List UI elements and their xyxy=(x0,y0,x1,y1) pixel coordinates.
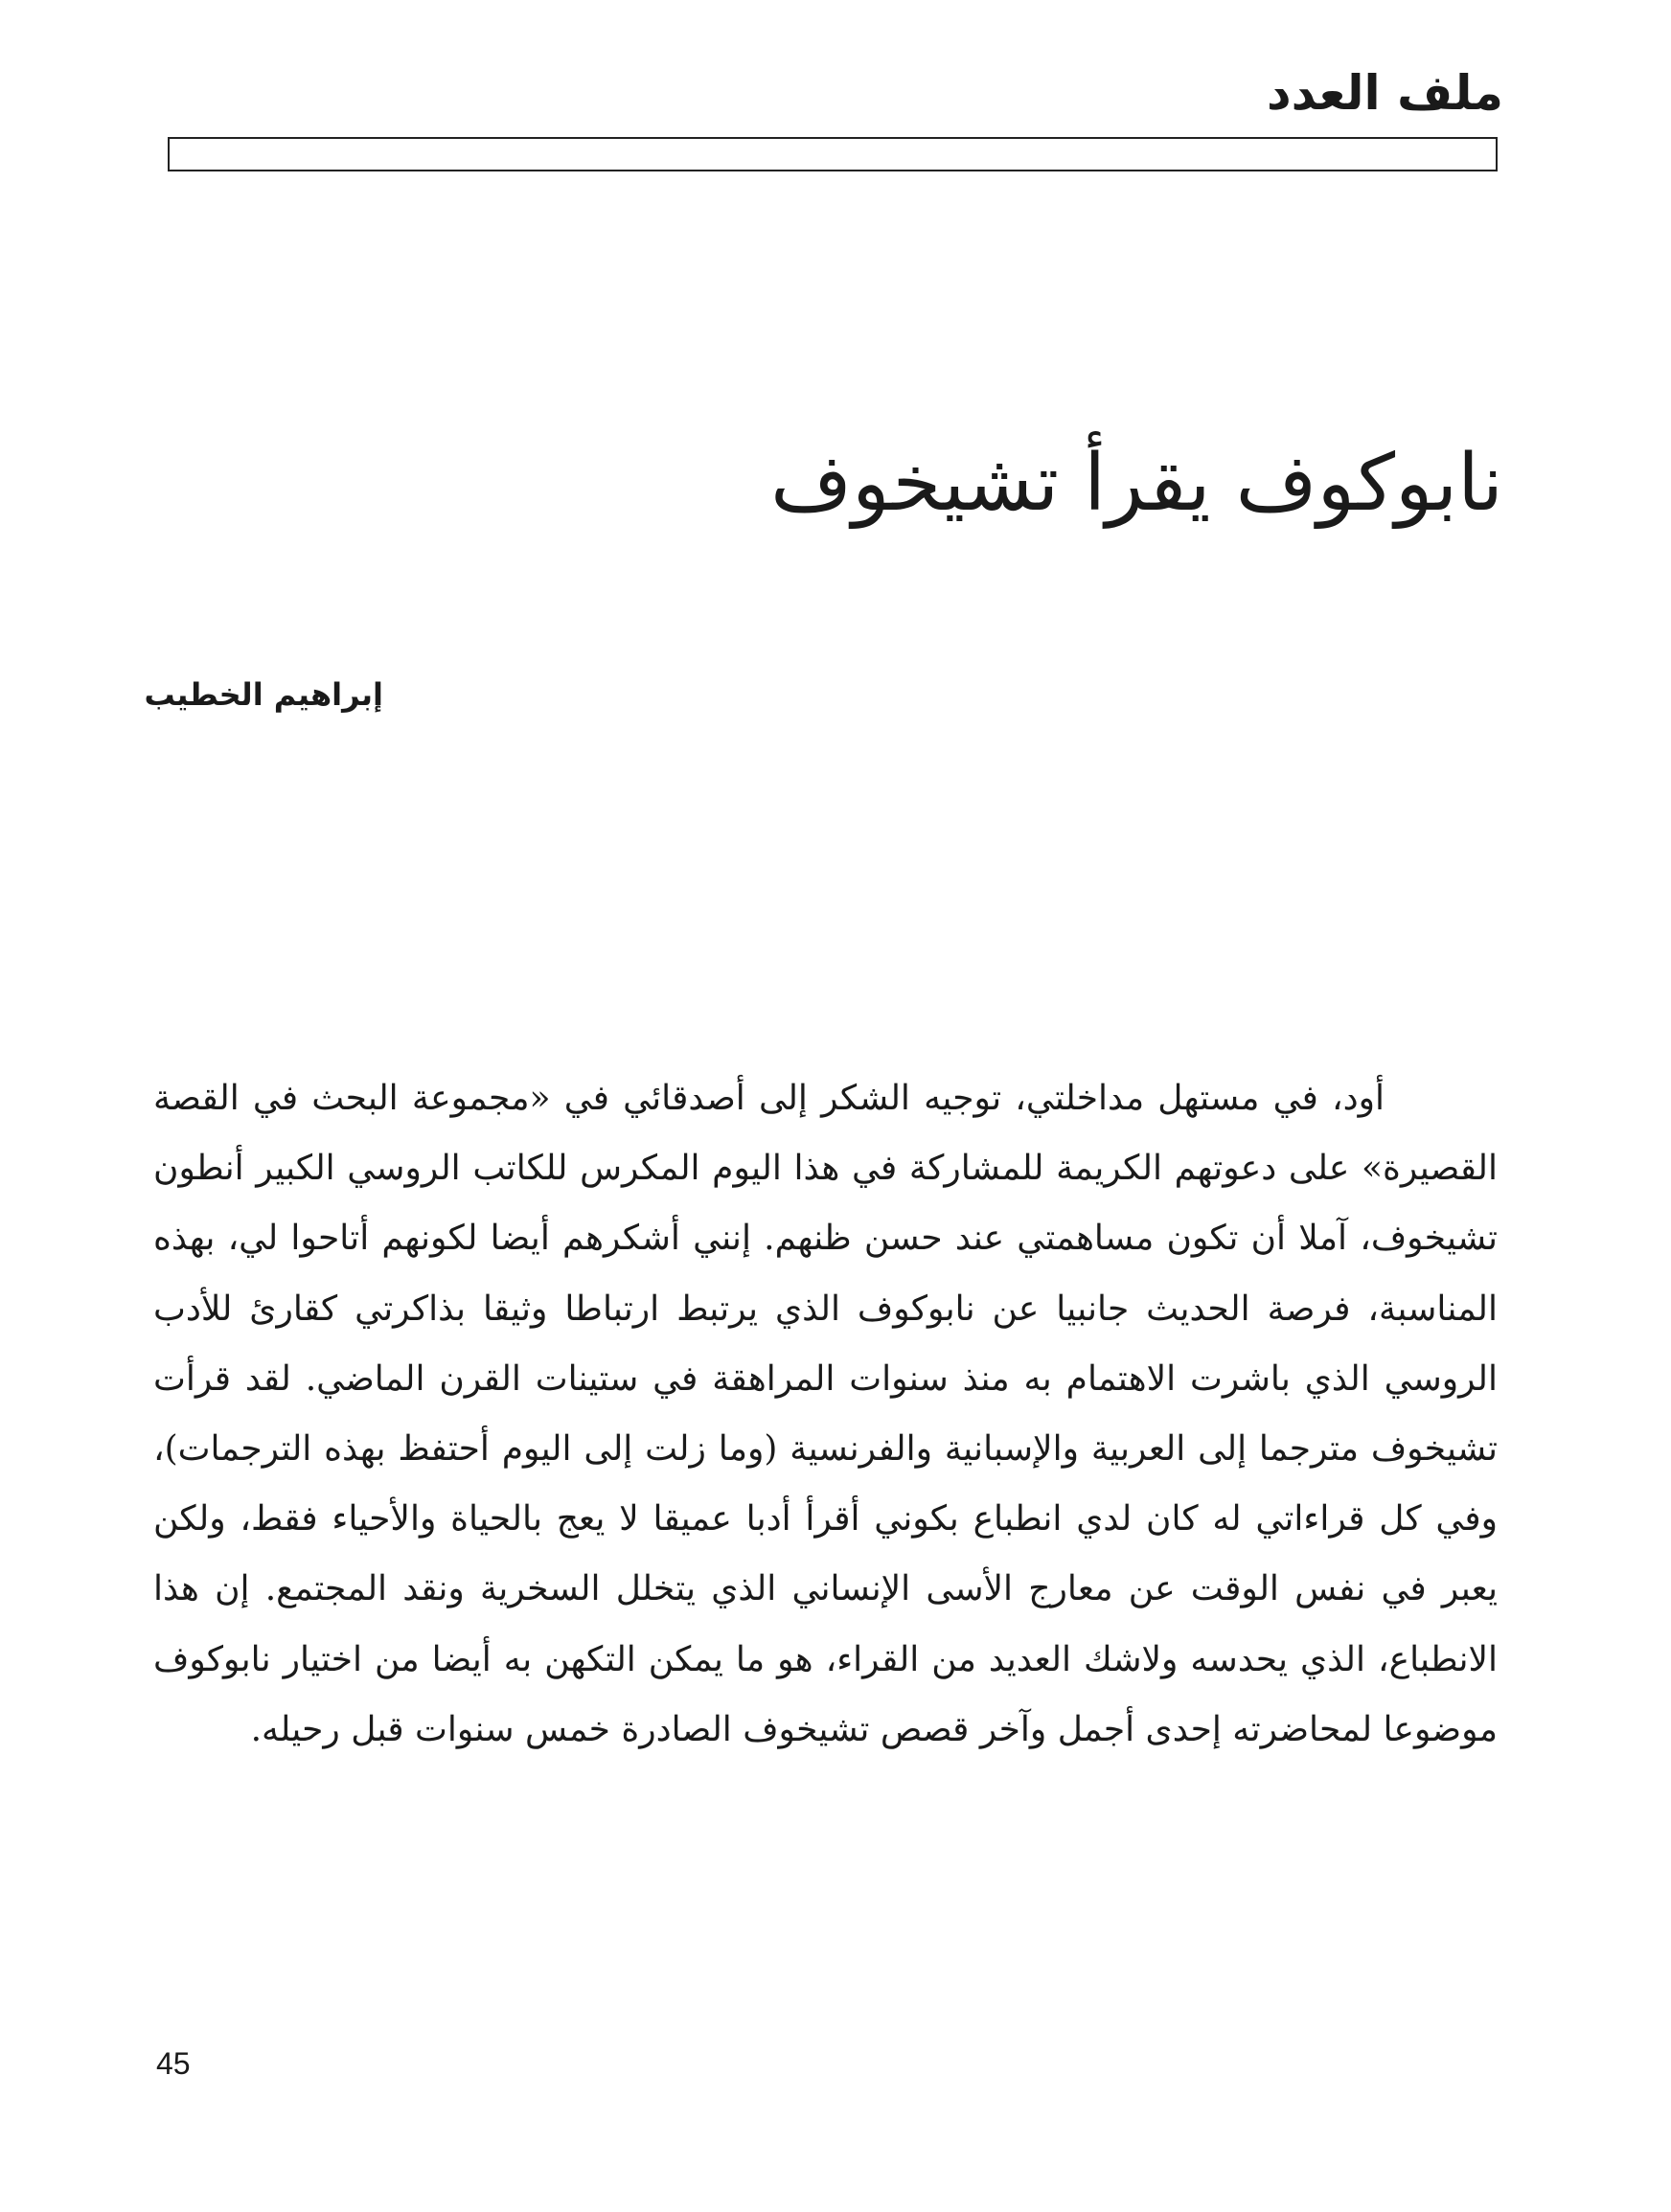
page-number: 45 xyxy=(156,2046,191,2081)
section-rule-box xyxy=(168,137,1498,171)
section-label: ملف العدد xyxy=(1267,65,1503,121)
article-title: نابوكوف يقرأ تشيخوف xyxy=(770,437,1503,529)
author-name: إبراهيم الخطيب xyxy=(144,676,383,713)
article-body-paragraph: أود، في مستهل مداخلتي، توجيه الشكر إلى أصدقائي في «مجموعة البحث في القصة القصيرة» على دعوتهم الكريمة للمشاركة في هذا اليوم المكرس للكاتب الروسي الكبير أنطون تشيخوف، آملا أن تكون مساهمتي عند حسن ظنهم. إنني أشكرهم أيضا لكونهم أتاحوا لي، بهذه المناسبة، فرصة الحديث جانبيا عن نابوكوف الذي يرتبط ارتباطا وثيقا بذاكرتي كقارئ للأدب الروسي الذي باشرت الاهتمام به منذ سنوات المراهقة في ستينات القرن الماضي. لقد قرأت تشيخوف مترجما إلى العربية والإسبانية والفرنسية (وما زلت إلى اليوم أحتفظ بهذه الترجمات)، وفي كل قراءاتي له كان لدي انطباع بكوني أقرأ أدبا عميقا لا يعج بالحياة والأحياء فقط، ولكن يعبر في نفس الوقت عن معارج الأسى الإنساني الذي يتخلل السخرية ونقد المجتمع. إن هذا الانطباع، الذي يحدسه ولاشك العديد من القراء، هو ما يمكن التكهن به أيضا من اختيار نابوكوف موضوعا لمحاضرته إحدى أجمل وآخر قصص تشيخوف الصادرة خمس سنوات قبل رحيله. xyxy=(153,1079,1498,1749)
